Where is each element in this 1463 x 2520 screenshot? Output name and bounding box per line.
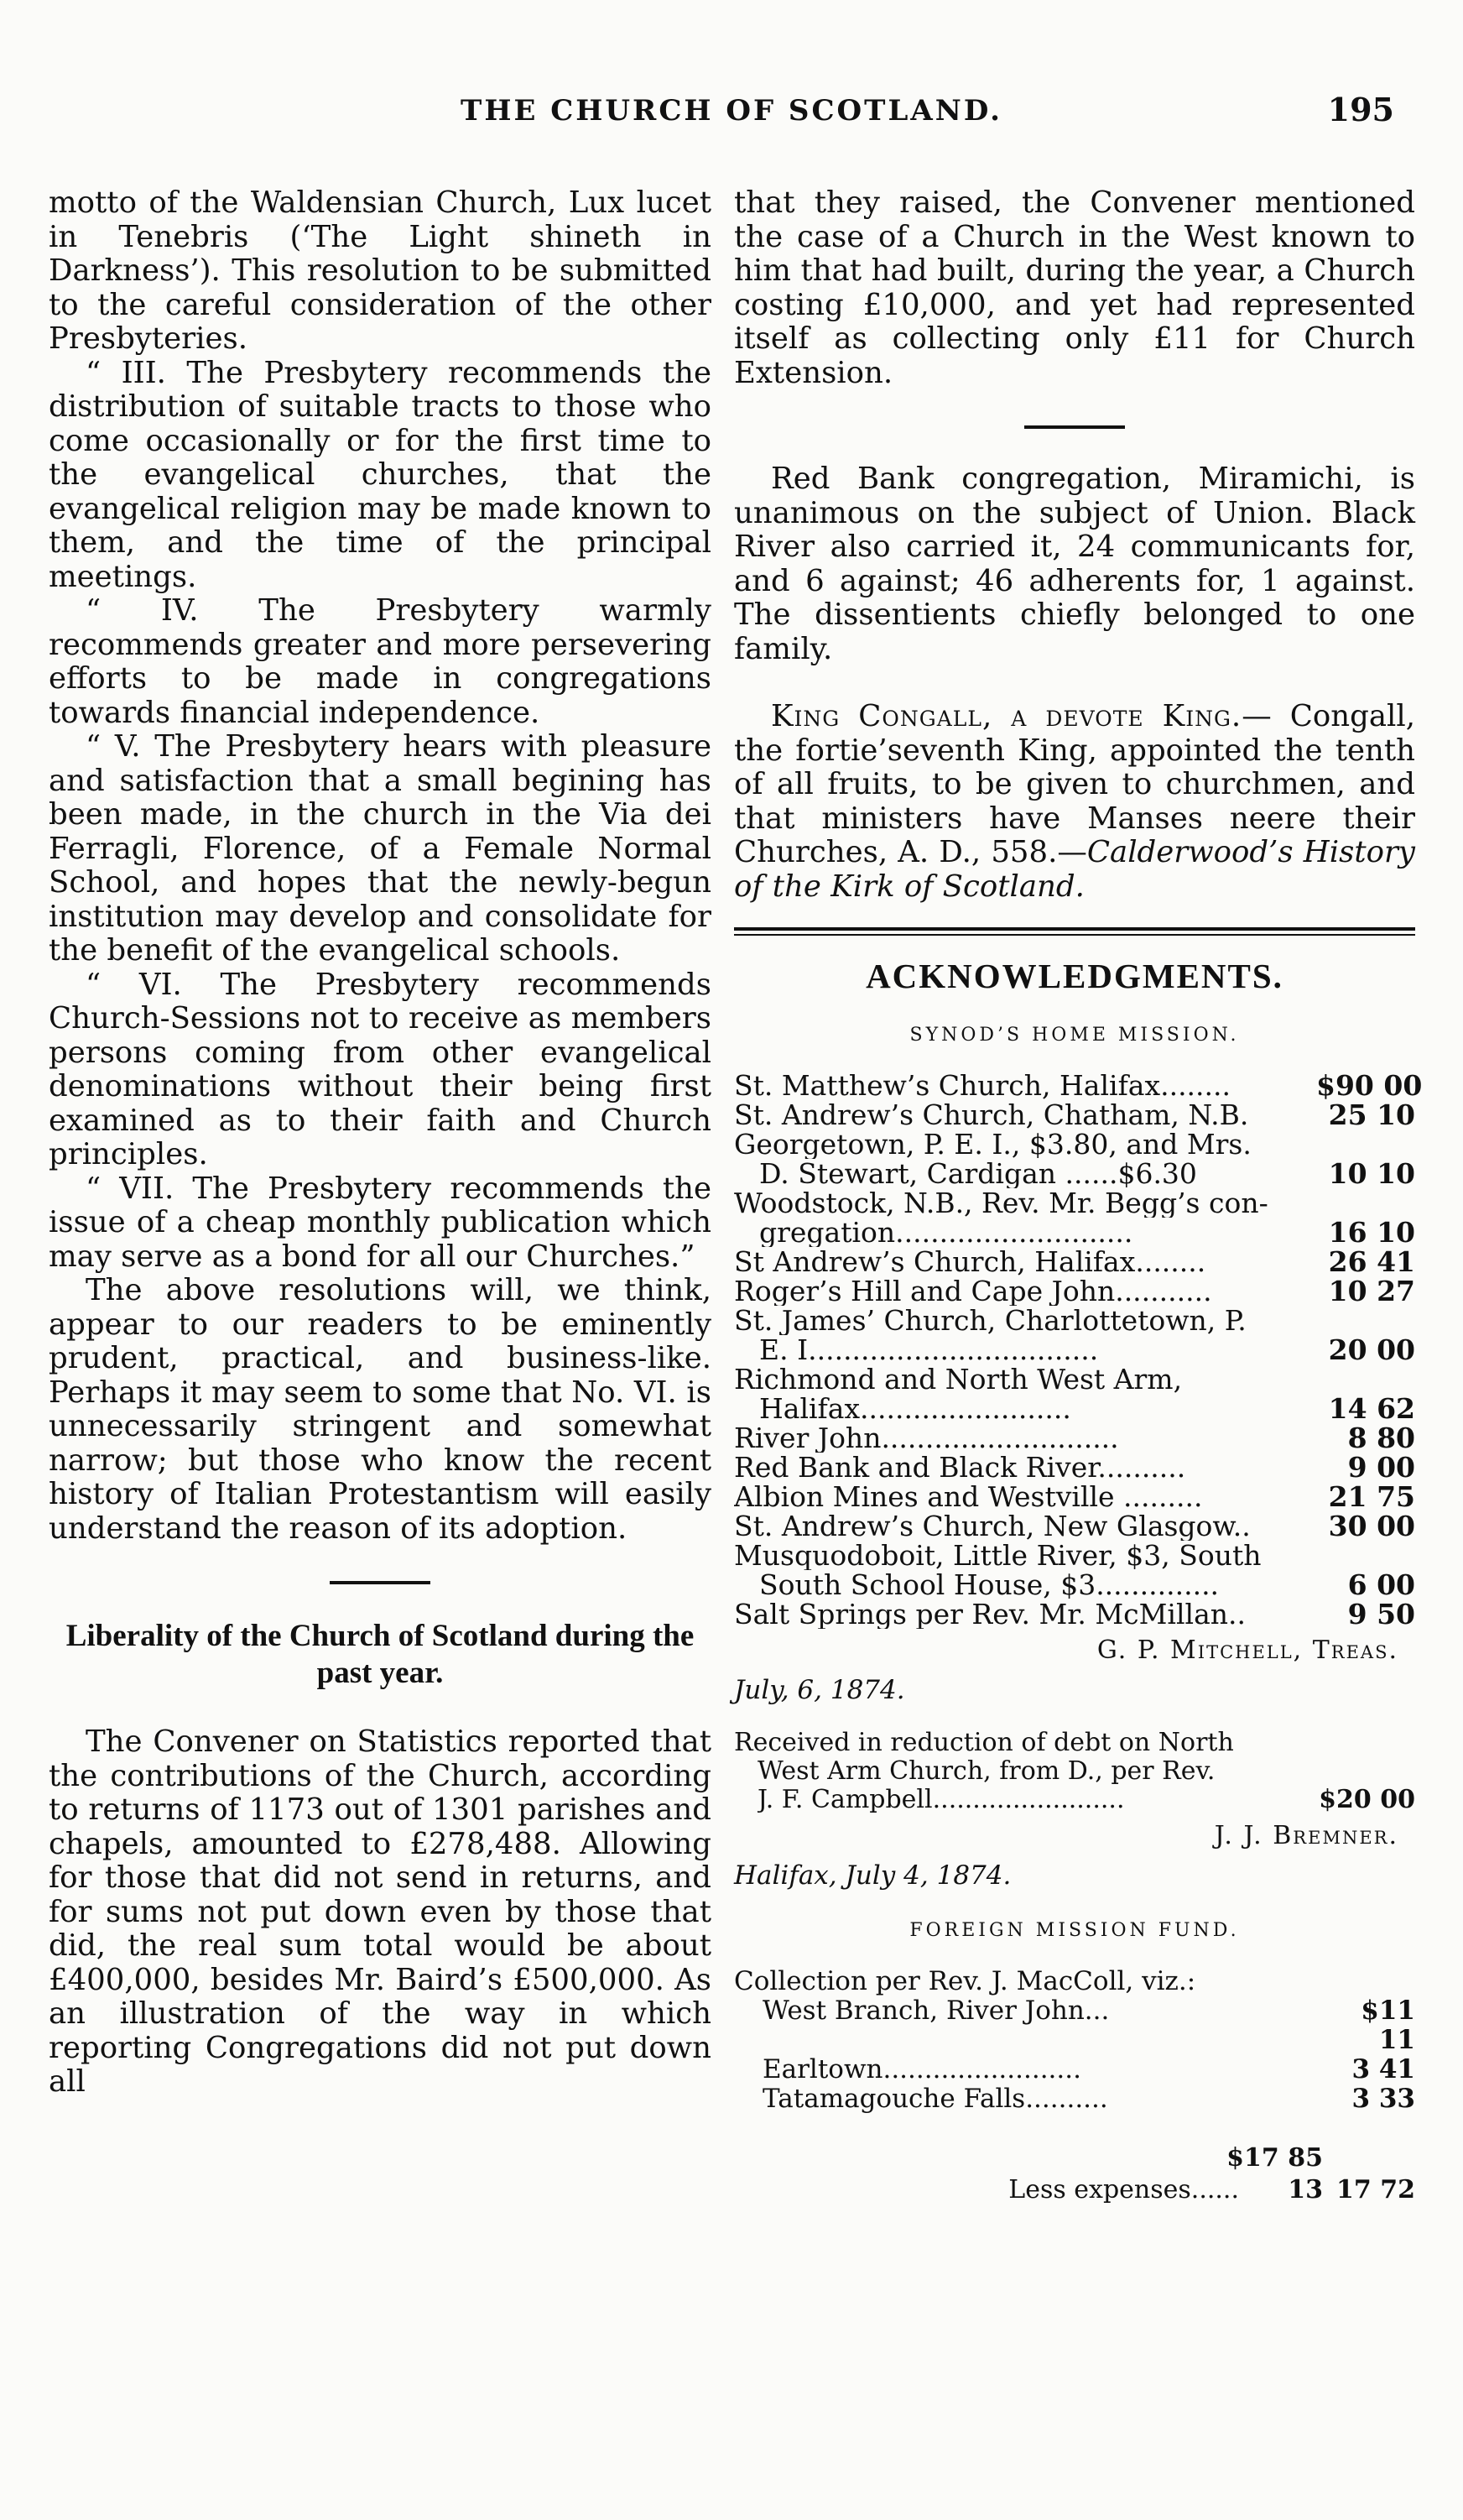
acknowledgment-entry [734,1276,1415,1306]
entry-label: Red Bank and Black River.......... [734,1453,1186,1482]
acknowledgment-entry [734,1482,1415,1511]
acknowledgment-entry [734,1364,1415,1394]
entry-amount: $90 00 [1316,1069,1423,1102]
date-line-2: Halifax, July 4, 1874. [734,1860,1012,1891]
net-amount: 17 72 [1336,2174,1415,2204]
entry-label: St Andrew’s Church, Halifax........ [734,1247,1206,1276]
running-title: THE CHURCH OF SCOTLAND. [461,94,1002,128]
entry-amount: 30 00 [1328,1510,1415,1542]
acknowledgment-entry [734,1100,1415,1130]
resolution-iv: “ IV. The Presbytery warmly recommends greater and more persevering efforts to be made in congregations towards financial independence. [49,593,711,730]
liberality-paragraph: The Convener on Statistics reported that the contributions of the Church, according to returns of 1173 out of 1301 parishes and chapels, amounted to £278,488. Allowing for those that did not send in returns, and for sums not put down even by those that did, the real sum total would be about £400,000, besides Mr. Baird’s £500,000. As an illustration of the way in which reporting Congregations did not put down all [49,1724,711,2099]
entry-amount: 3 33 [1351,2083,1415,2114]
entry-amount: 6 00 [1347,1568,1415,1601]
resolution-vi: “ VI. The Presbytery recommends Church-Sessions not to receive as members persons coming from other evangelical denominations without their being first examined as to their faith and Church principles. [49,967,711,1171]
acknowledgment-entry [734,1570,1415,1599]
entry-label: River John........................... [734,1423,1119,1453]
king-congall-lead: King Congall, a devote King.— [771,699,1273,733]
acknowledgment-entry [734,1511,1415,1541]
entry-amount: 9 50 [1347,1598,1415,1630]
article-title: Liberality of the Church of Scotland during the past year. [65,1619,695,1690]
acknowledgment-entry [734,1453,1415,1482]
foreign-mission-heading: FOREIGN MISSION FUND. [909,1920,1240,1941]
acknowledgment-entry [734,1247,1415,1276]
acknowledgment-entry [734,1394,1415,1423]
home-mission-list [734,1069,1423,1630]
foreign-mission-entry [734,2055,1415,2084]
foreign-mission-entry [734,1996,1415,2055]
acknowledgment-entry [734,1541,1415,1570]
entry-amount: 8 80 [1347,1422,1415,1454]
red-bank-paragraph: Red Bank congregation, Miramichi, is unanimous on the subject of Union. Black River also carried it, 24 communicants for, and 6 against; 46 adherents for, 1 against. The dissentients chiefly belonged to one family. [734,462,1415,666]
spacer [734,666,1415,700]
right-paragraph-1: that they raised, the Convener mentioned the case of a Church in the West known to him that had built, during the year, a Church costing £10,000, and yet had represented itself as collecting only £11 for Church Extension. [734,185,1415,390]
acknowledgment-entry [734,1188,1415,1218]
king-congall-text: Congall, the fortie’seventh King, appointed the tenth of all fruits, to be given to churchmen, and that ministers have Manses neere their Churches, A. D., 558.— [734,699,1415,869]
entry-amount: 16 10 [1328,1216,1415,1249]
entry-label: Albion Mines and Westville ......... [734,1482,1203,1511]
entry-label: Richmond and North West Arm, [734,1364,1183,1394]
entry-label: Georgetown, P. E. I., $3.80, and Mrs. [734,1130,1252,1159]
sum-line [734,2142,1415,2174]
section-divider [330,1581,430,1584]
entry-label: Woodstock, N.B., Rev. Mr. Begg’s con- [734,1188,1268,1218]
left-column [49,186,711,2100]
page-number: 195 [1327,91,1394,128]
acknowledgment-entry [734,1159,1415,1188]
entry-amount: 10 10 [1328,1157,1415,1190]
commentary-paragraph: The above resolutions will, we think, appear to our readers to be eminently prudent, practical, and business-like. Perhaps it may seem to some that No. VI. is unnecessarily stringent and somewhat narrow; but those who know the recent history of Italian Protestantism will easily understand the reason of its adoption. [49,1273,711,1546]
sum-spacer [1323,2142,1415,2174]
entry-amount: $11 11 [1361,1995,1415,2055]
entry-amount: 14 62 [1328,1392,1415,1425]
less-expenses-label: Less expenses...... [1008,2174,1239,2204]
entry-amount: 3 41 [1351,2053,1415,2084]
acknowledgments-title: ACKNOWLEDGMENTS. [866,957,1283,995]
entry-label: Tatamagouche Falls.......... [763,2084,1108,2114]
entry-label: West Branch, River John... [763,1996,1110,2026]
acknowledgment-entry [734,1130,1415,1159]
entry-label: St. James’ Church, Charlottetown, P. [734,1306,1247,1335]
entry-label: St. Andrew’s Church, New Glasgow.. [734,1511,1251,1541]
home-mission-heading: SYNOD’S HOME MISSION. [909,1024,1240,1046]
foreign-mission-list [734,1996,1415,2114]
acknowledgment-entry [734,1599,1415,1629]
entry-label: Halifax........................ [759,1394,1071,1423]
entry-label: Roger’s Hill and Cape John........... [734,1276,1212,1306]
king-congall-citation: Calderwood’s History of the Kirk of Scotland. [734,835,1415,904]
acknowledgment-entry [734,1306,1415,1335]
entry-label: Earltown........................ [763,2054,1081,2084]
less-expenses-line [734,2174,1415,2206]
double-rule [734,927,1415,936]
sum-total: $17 85 [1226,2142,1323,2173]
acknowledgment-entry [734,1218,1415,1247]
entry-amount: 26 41 [1328,1245,1415,1278]
received-line-1: Received in reduction of debt on North [734,1728,1234,1757]
section-divider [1024,425,1125,429]
received-note [734,1729,1415,1814]
entry-label: South School House, $3.............. [759,1570,1220,1599]
foreign-mission-entry [734,2084,1415,2114]
received-line-2: West Arm Church, from D., per Rev. [758,1756,1216,1786]
collection-line: Collection per Rev. J. MacColl, viz.: [734,1965,1196,1996]
entry-label: E. I................................. [759,1335,1099,1364]
right-column [734,185,1423,2206]
entry-amount: 21 75 [1328,1480,1415,1513]
resolution-iii: “ III. The Presbytery recommends the distribution of suitable tracts to those who come occasionally or for the first time to the evangelical churches, that the evangelical religion may be made known to them, and the time of the principal meetings. [49,355,711,594]
treasurer-signature: G. P. Mitchell, Treas. [1096,1636,1398,1665]
entry-amount: 10 27 [1328,1275,1415,1307]
running-head [50,91,1413,136]
received-amount: $20 00 [1319,1785,1415,1814]
acknowledgment-entry [734,1423,1415,1453]
entry-label: Salt Springs per Rev. Mr. McMillan.. [734,1599,1247,1629]
entry-label: Musquodoboit, Little River, $3, South [734,1541,1262,1570]
resolution-vii: “ VII. The Presbytery recommends the issue of a cheap monthly publication which may serve as a bond for all our Churches.” [49,1171,711,1274]
received-line-3 [734,1786,1415,1814]
acknowledgment-entry [734,1335,1415,1364]
acknowledgment-entry [734,1069,1423,1102]
entry-label: gregation........................... [759,1218,1133,1247]
entry-label: St. Matthew’s Church, Halifax........ [734,1071,1231,1100]
king-congall-paragraph [734,700,1415,904]
less-expenses-amount: 13 [1288,2174,1323,2204]
left-paragraph-1: motto of the Waldensian Church, Lux lucet in Tenebris (‘The Light shineth in Darkness’). This resolution to be submitted to the careful consideration of the other Presbyteries. [49,185,711,356]
entry-amount: 9 00 [1347,1451,1415,1484]
spacer [734,2114,1415,2142]
entry-label: St. Andrew’s Church, Chatham, N.B. [734,1100,1249,1130]
date-line-1: July, 6, 1874. [734,1674,905,1705]
bremner-signature: J. J. Bremner. [1214,1821,1398,1850]
entry-amount: 25 10 [1328,1098,1415,1131]
entry-amount: 20 00 [1328,1333,1415,1366]
entry-label: D. Stewart, Cardigan ......$6.30 [759,1159,1197,1188]
resolution-v: “ V. The Presbytery hears with pleasure and satisfaction that a small begining has been made, in the church in the Via dei Ferragli, Florence, of a Female Normal School, and hopes that the newly-begun institution may develop and consolidate for the benefit of the evangelical schools. [49,729,711,968]
received-label: J. F. Campbell........................ [758,1786,1125,1814]
